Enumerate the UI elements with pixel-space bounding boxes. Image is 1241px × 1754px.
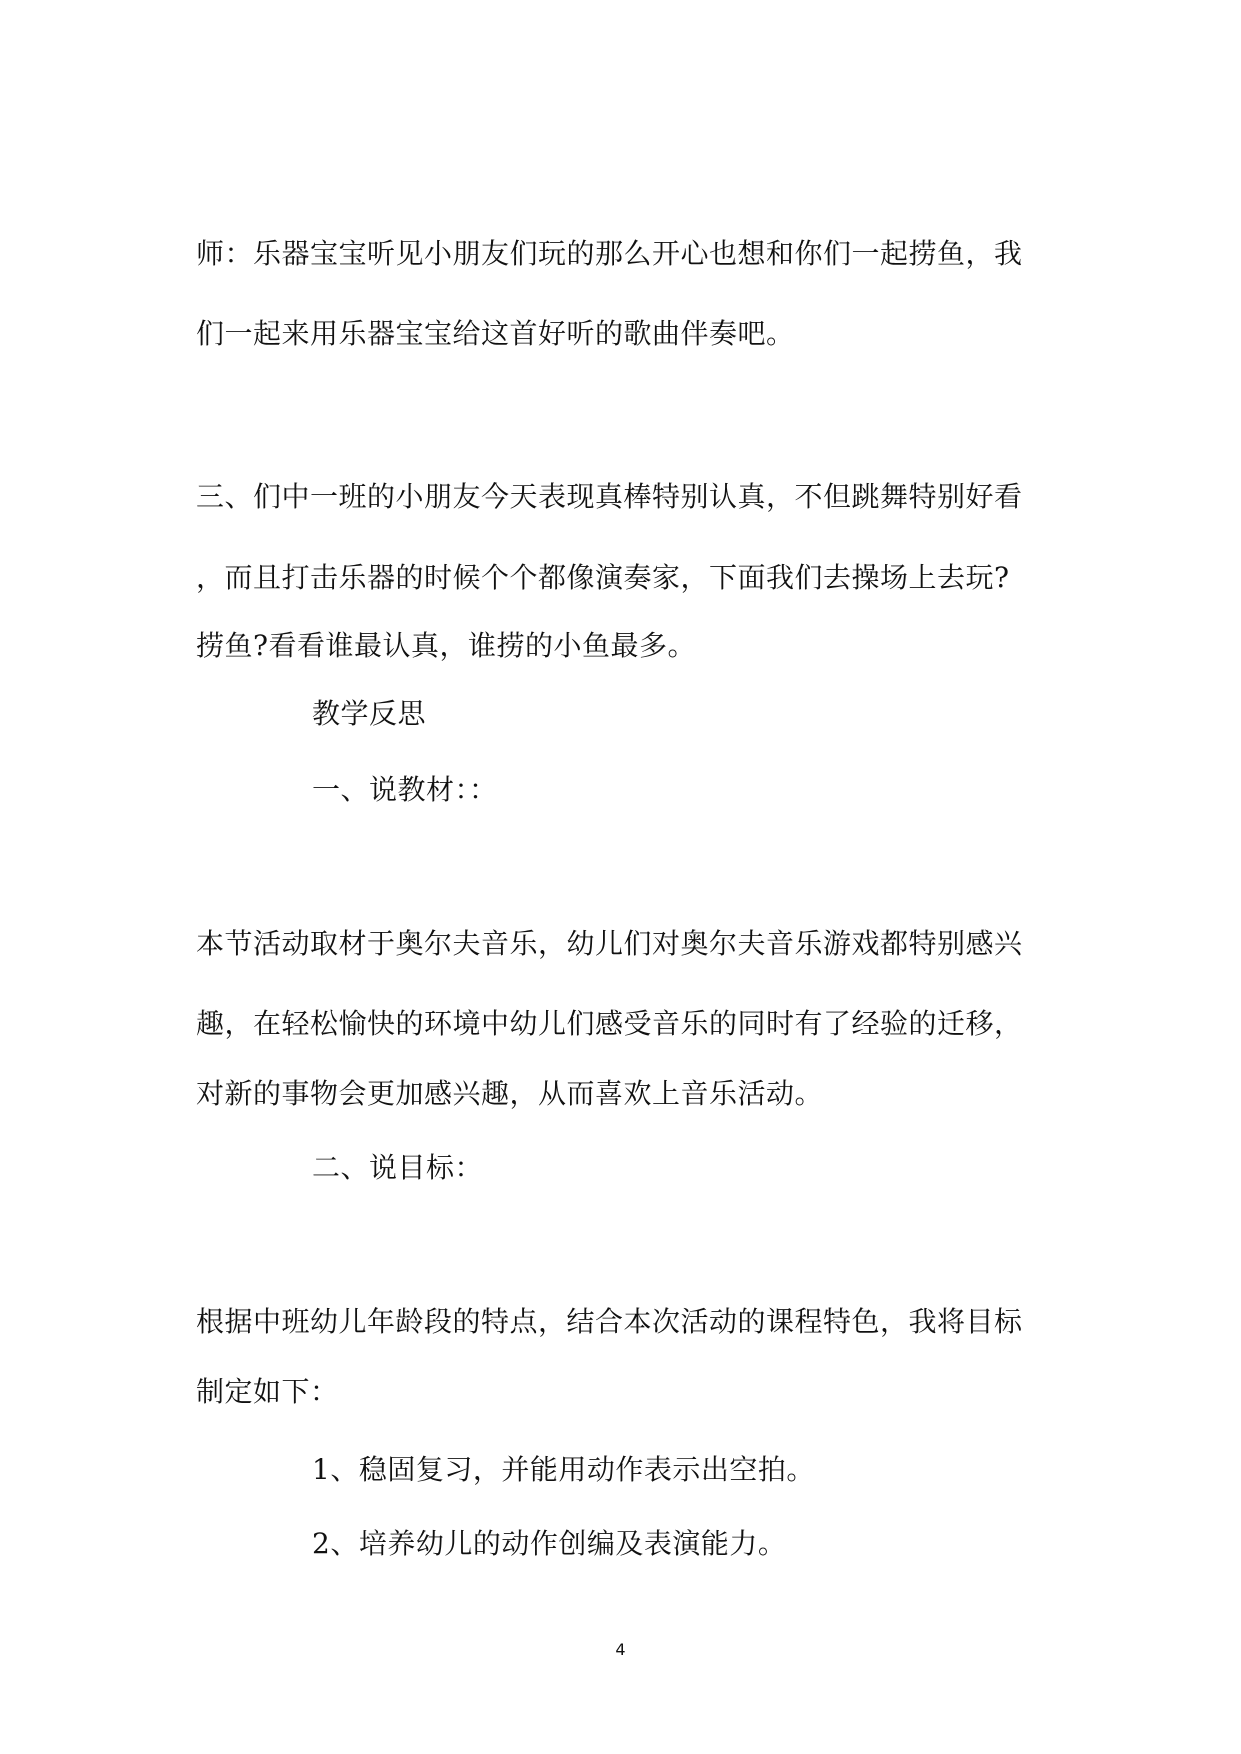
paragraph-goals-line-2: 制定如下： [196, 1375, 339, 1408]
paragraph-material-line-3: 对新的事物会更加感兴趣，从而喜欢上音乐活动。 [196, 1077, 824, 1110]
goal-item-2: 2、培养幼儿的动作创编及表演能力。 [312, 1527, 787, 1560]
paragraph-material-line-1: 本节活动取材于奥尔夫音乐，幼儿们对奥尔夫音乐游戏都特别感兴 [196, 927, 1023, 960]
heading-goals: 二、说目标： [312, 1151, 484, 1184]
paragraph-material-line-2: 趣，在轻松愉快的环境中幼儿们感受音乐的同时有了经验的迁移， [196, 1007, 1023, 1040]
page-number: 4 [615, 1640, 626, 1659]
paragraph-three-line-3: 捞鱼?看看谁最认真，谁捞的小鱼最多。 [196, 629, 697, 662]
goal-item-1: 1、稳固复习，并能用动作表示出空拍。 [312, 1453, 815, 1486]
heading-teaching-reflection: 教学反思 [312, 697, 427, 730]
heading-teaching-material: 一、说教材：： [312, 773, 498, 806]
paragraph-three-line-2: ，而且打击乐器的时候个个都像演奏家，下面我们去操场上去玩? [196, 561, 1010, 594]
paragraph-three-line-1: 三、们中一班的小朋友今天表现真棒特别认真，不但跳舞特别好看 [196, 480, 1023, 513]
paragraph-goals-line-1: 根据中班幼儿年龄段的特点，结合本次活动的课程特色，我将目标 [196, 1305, 1023, 1338]
paragraph-teacher-line-2: 们一起来用乐器宝宝给这首好听的歌曲伴奏吧。 [196, 317, 795, 350]
paragraph-teacher-line-1: 师：乐器宝宝听见小朋友们玩的那么开心也想和你们一起捞鱼，我 [196, 237, 1023, 270]
